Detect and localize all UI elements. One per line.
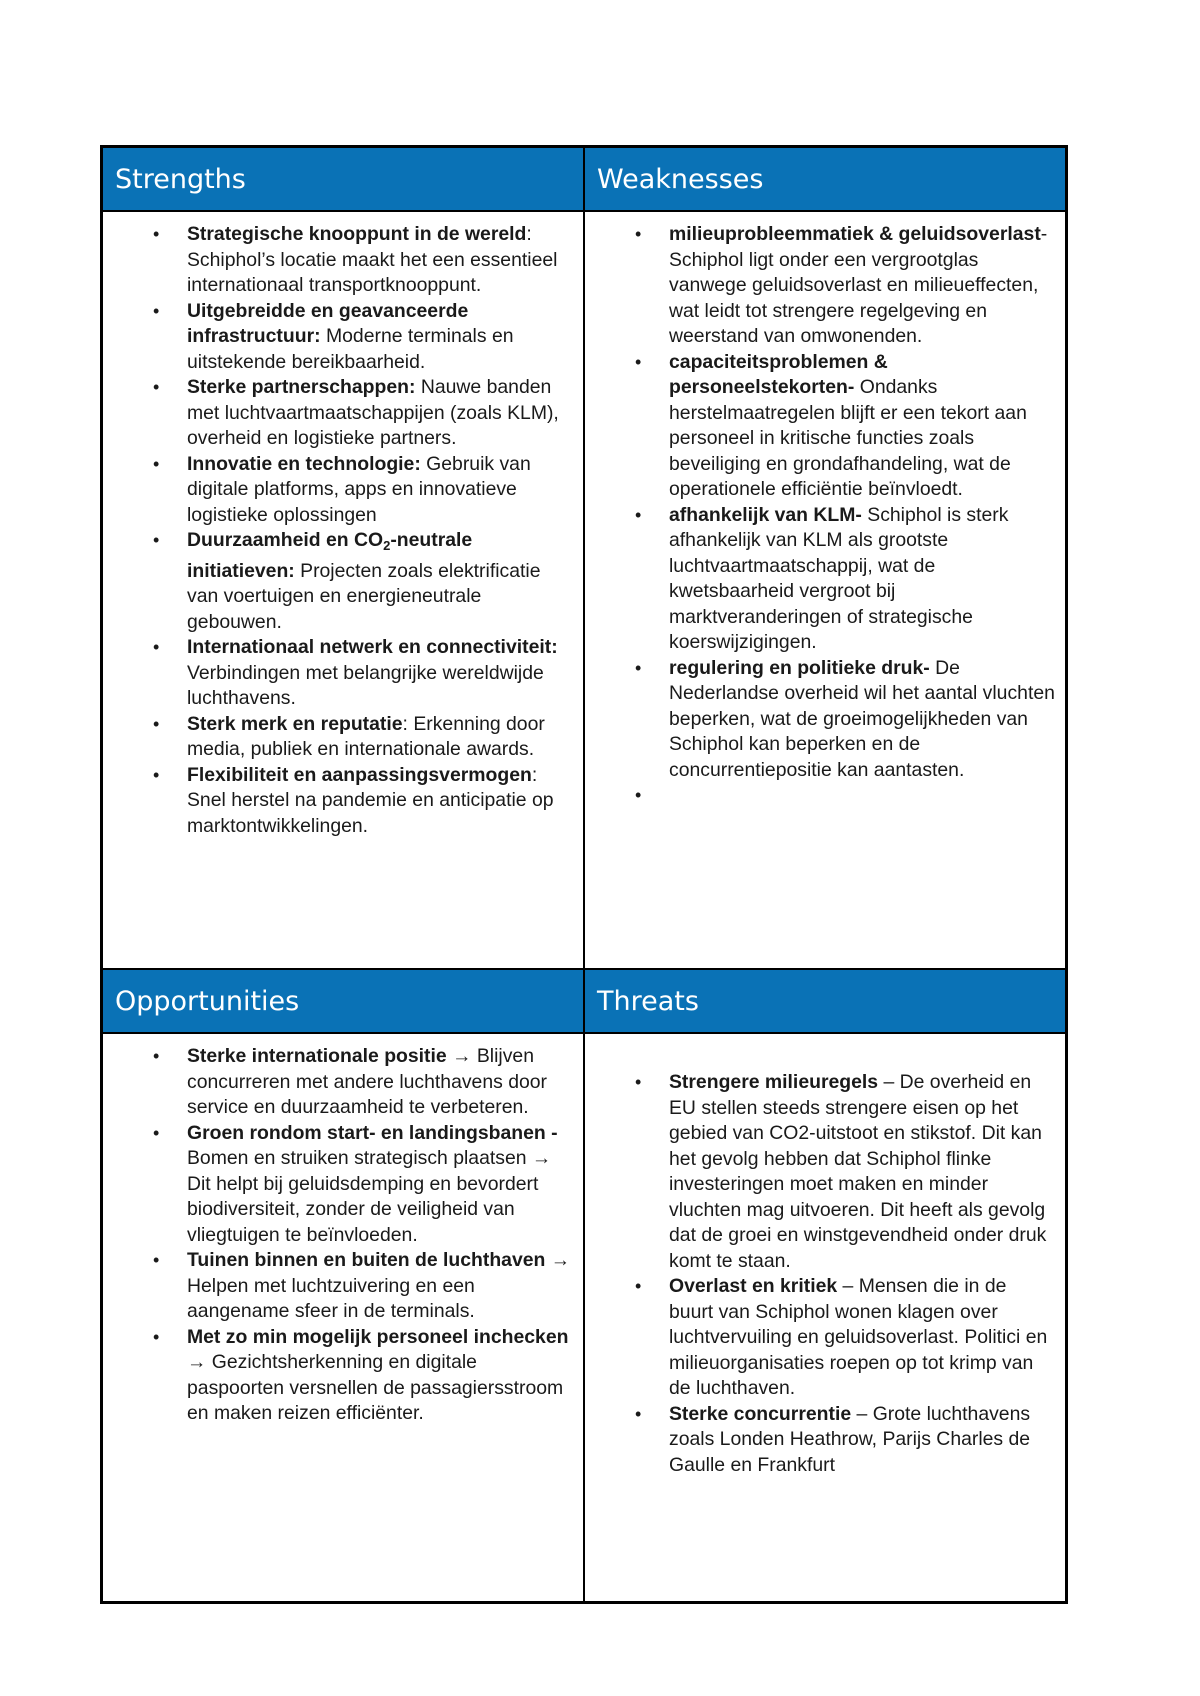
item-title: capaciteitsproblemen & personeelstekorten- [669, 350, 888, 398]
item-title: Sterk merk en reputatie [187, 712, 403, 735]
header-opportunities: Opportunities [102, 969, 585, 1033]
item-title: Tuinen binnen en buiten de luchthaven [187, 1249, 546, 1271]
threats-item [593, 1402, 1055, 1479]
item-text: Projecten zoals elektrificatie van voertuigen en energieneutrale gebouwen. [187, 559, 541, 633]
strengths-item [111, 763, 573, 840]
item-text: Ondanks herstelmaatregelen blijft er een tekort aan personeel in kritische functies zoals beveiliging en grondafhandeling, wat de operationele efficiëntie beïnvloedt. [669, 376, 1027, 500]
strengths-item [111, 452, 573, 529]
threats-item [593, 1070, 1055, 1274]
opportunities-cell [102, 1033, 585, 1603]
item-text: Verbindingen met belangrijke wereldwijde luchthavens. [187, 661, 544, 709]
strengths-item [111, 299, 573, 376]
strengths-list [111, 222, 573, 839]
threats-list [593, 1070, 1055, 1478]
item-title: Internationaal netwerk en connectiviteit: [187, 636, 558, 658]
weaknesses-item [593, 656, 1055, 784]
item-title-part: -neutrale initiatieven: [187, 529, 473, 582]
bullet-icon: • [153, 224, 160, 244]
item-title: Sterke concurrentie [669, 1402, 852, 1425]
item-text: → Gezichtsherkenning en digitale paspoorten versnellen de passagiersstroom en maken reizen efficiënter. [187, 1351, 564, 1424]
strengths-item [111, 375, 573, 452]
bullet-icon: • [153, 1326, 160, 1347]
opportunities-item [111, 1121, 573, 1249]
swot-table [100, 145, 1068, 1604]
header-weaknesses: Weaknesses [584, 147, 1067, 212]
item-title: Flexibiliteit en aanpassingsvermogen [187, 763, 532, 786]
bullet-icon: • [153, 637, 160, 657]
item-title-subscript: 2 [383, 538, 391, 553]
item-title: milieuprobleemmatiek & geluidsoverlast [669, 223, 1041, 245]
bullet-icon: • [635, 1403, 642, 1424]
item-title-part: Duurzaamheid en CO [187, 529, 384, 551]
item-title: afhankelijk van KLM- [669, 503, 862, 526]
item-text: – Mensen die in de buurt van Schiphol wonen klagen over luchtvervuiling en geluidsoverlast. Politici en milieuorganisaties roepen op tot krimp van de luchthaven. [669, 1275, 1048, 1399]
bullet-icon: • [635, 504, 642, 525]
bullet-icon: • [635, 224, 642, 244]
item-text: Schiphol is sterk afhankelijk van KLM als grootste luchtvaartmaatschappij, wat de kwetsbaarheid vergroot bij marktveranderingen of strategische koerswijzigingen. [669, 503, 1009, 653]
bullet-icon: • [635, 785, 642, 805]
weaknesses-item [593, 783, 1055, 809]
item-text: Bomen en struiken strategisch plaatsen → Dit helpt bij geluidsdemping en bevordert biodiversiteit, zonder de veiligheid van vliegtuigen te beïnvloeden. [187, 1147, 552, 1246]
item-text: : Schiphol’s locatie maakt het een essentieel internationaal transportknooppunt. [187, 223, 558, 296]
weaknesses-item [593, 222, 1055, 350]
opportunities-item [111, 1044, 573, 1121]
strengths-item [111, 712, 573, 763]
item-title: Uitgebreidde en geavanceerde infrastructuur: [187, 299, 469, 347]
strengths-item [111, 528, 573, 635]
threats-item [593, 1274, 1055, 1402]
opportunities-item [111, 1248, 573, 1325]
item-text: : Erkenning door media, publiek en internationale awards. [187, 712, 545, 760]
weaknesses-list [593, 222, 1055, 809]
bullet-icon: • [153, 1250, 160, 1270]
item-text: De Nederlandse overheid wil het aantal vluchten beperken, wat de groeimogelijkheden van Schiphol kan beperken en de concurrentiepositie kan aantasten. [669, 656, 1055, 781]
threats-cell [584, 1033, 1067, 1603]
item-title: Sterke internationale positie [187, 1045, 447, 1067]
bullet-icon: • [153, 1046, 160, 1066]
weaknesses-item [593, 350, 1055, 503]
bullet-icon: • [153, 530, 160, 550]
strengths-item [111, 635, 573, 712]
bullet-icon: • [635, 1072, 642, 1092]
bullet-icon: • [635, 351, 642, 372]
bullet-icon: • [635, 1276, 642, 1296]
strengths-cell [102, 211, 585, 969]
item-title: Strengere milieuregels [669, 1071, 879, 1093]
strengths-item [111, 222, 573, 299]
item-text: - Schiphol ligt onder een vergrootglas vanwege geluidsoverlast en milieueffecten, wat leidt tot strengere regelgeving en weerstand van omwonenden. [669, 223, 1048, 347]
item-text: : Snel herstel na pandemie en anticipatie op marktontwikkelingen. [187, 763, 554, 837]
opportunities-item [111, 1325, 573, 1427]
weaknesses-item [593, 503, 1055, 656]
bullet-icon: • [153, 1122, 160, 1143]
opportunities-list [111, 1044, 573, 1427]
item-title: Overlast en kritiek [669, 1275, 838, 1297]
bullet-icon: • [153, 764, 160, 785]
item-title: Strategische knooppunt in de wereld [187, 223, 527, 245]
item-title: Groen rondom start- en landingsbanen - [187, 1121, 558, 1144]
bullet-icon: • [153, 377, 160, 397]
weaknesses-cell [584, 211, 1067, 969]
item-text: Moderne terminals en uitstekende bereikbaarheid. [187, 325, 514, 373]
item-text: Gebruik van digitale platforms, apps en innovatieve logistieke oplossingen [187, 452, 531, 526]
item-text: → Blijven concurreren met andere luchthavens door service en duurzaamheid te verbeteren. [187, 1045, 548, 1118]
item-text: → Helpen met luchtzuivering en een aangename sfeer in de terminals. [187, 1249, 571, 1322]
bullet-icon: • [635, 657, 642, 678]
bullet-icon: • [153, 300, 160, 321]
item-text: – Grote luchthavens zoals Londen Heathrow, Parijs Charles de Gaulle en Frankfurt [669, 1402, 1031, 1476]
item-title: regulering en politieke druk- [669, 656, 930, 679]
item-title: Sterke partnerschappen: [187, 376, 416, 398]
header-threats: Threats [584, 969, 1067, 1033]
item-title: Met zo min mogelijk personeel inchecken [187, 1325, 569, 1348]
item-text: – De overheid en EU stellen steeds strengere eisen op het gebied van CO2-uitstoot en stikstof. Dit kan het gevolg hebben dat Schiphol flinke investeringen moet maken en minder vluchten mag uitvoeren. Dit heeft als gevolg dat de groei en winstgevendheid onder druk komt te staan. [669, 1071, 1047, 1272]
bullet-icon: • [153, 713, 160, 734]
header-strengths: Strengths [102, 147, 585, 212]
bullet-icon: • [153, 453, 160, 474]
item-title: Innovatie en technologie: [187, 452, 421, 475]
item-text: Nauwe banden met luchtvaartmaatschappijen (zoals KLM), overheid en logistieke partners. [187, 376, 559, 449]
